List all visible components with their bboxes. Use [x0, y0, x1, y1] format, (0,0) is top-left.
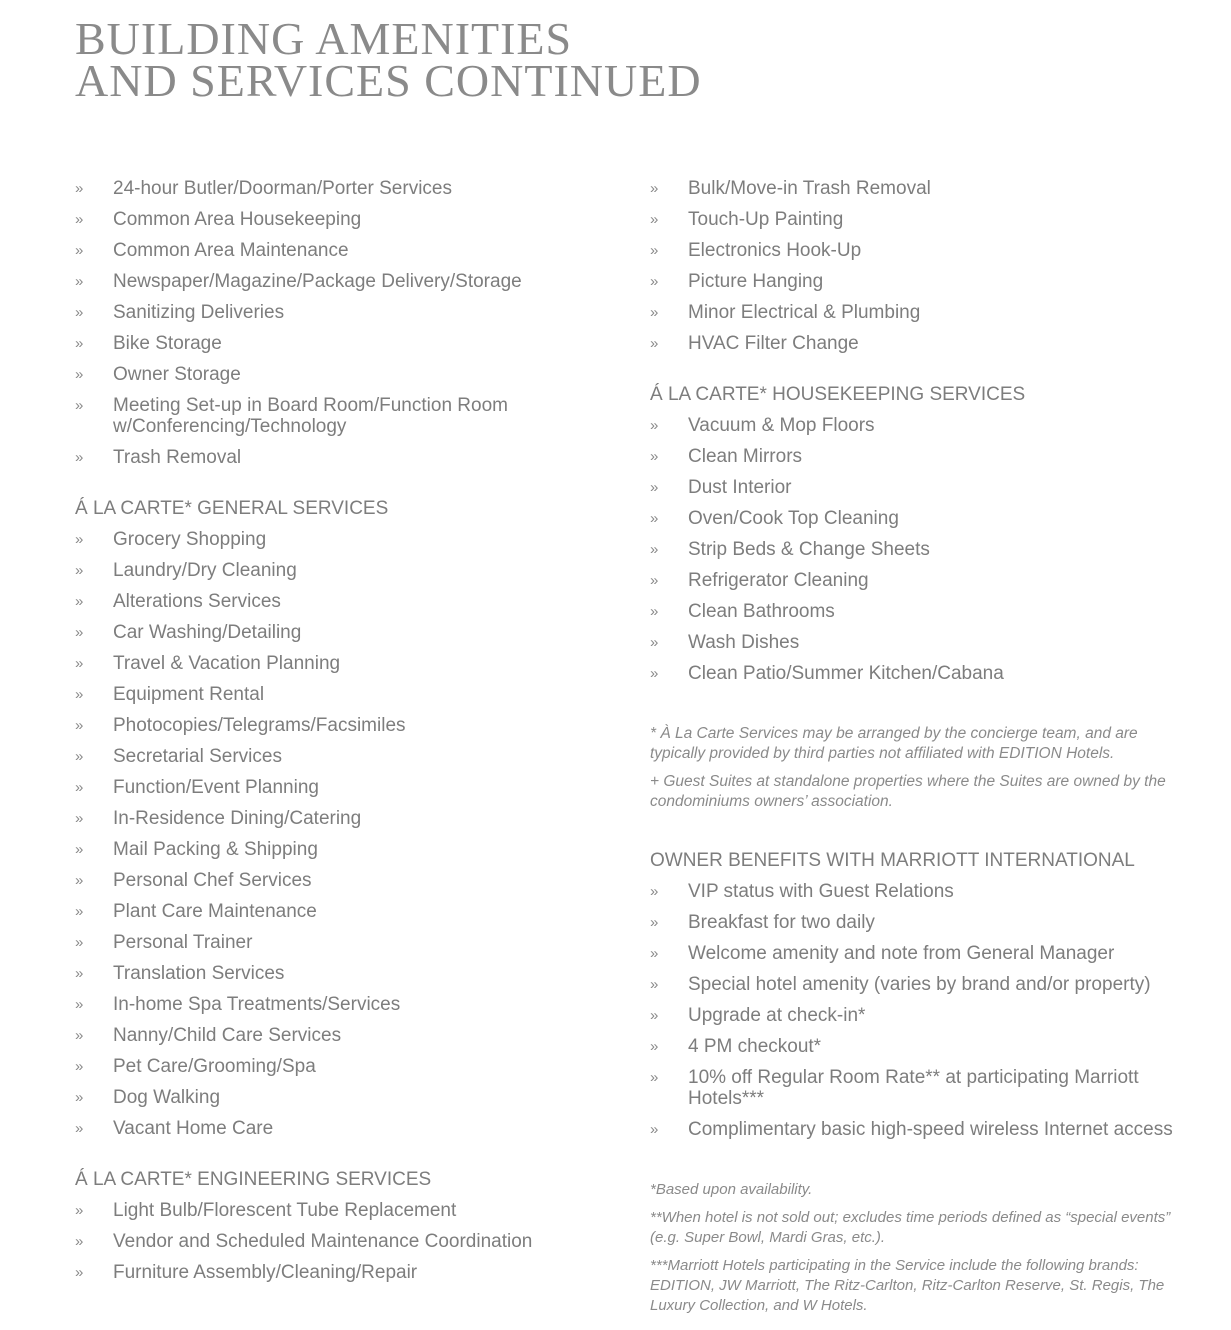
- housekeeping-services-list: [650, 415, 1180, 684]
- list-item: [650, 302, 1180, 323]
- bullet-icon: »: [75, 273, 84, 290]
- list-item: [650, 663, 1180, 684]
- list-item-text: Dust Interior: [688, 477, 792, 498]
- bullet-icon: »: [75, 996, 84, 1013]
- list-item-text: Electronics Hook-Up: [688, 240, 862, 261]
- a-la-carte-note: * À La Carte Services may be arranged by the concierge team, and are typically provided by third parties not affiliated with EDITION Hotels.: [650, 725, 1138, 762]
- list-item: [650, 415, 1180, 436]
- engineering-services-continued-list: [650, 178, 1180, 354]
- page-title: [75, 13, 702, 106]
- list-item-text: Nanny/Child Care Services: [113, 1025, 342, 1046]
- bullet-icon: »: [75, 965, 84, 982]
- bullet-icon: »: [75, 748, 84, 765]
- list-item-text: Refrigerator Cleaning: [688, 570, 869, 591]
- list-item-text: 24-hour Butler/Doorman/Porter Services: [113, 178, 452, 199]
- list-item: [650, 943, 1180, 964]
- sold-out-footnote: **When hotel is not sold out; excludes time periods defined as “special events” (e.g. Super Bowl, Mardi Gras, etc.).: [650, 1209, 1171, 1246]
- list-item-text: Equipment Rental: [113, 684, 265, 705]
- list-item-text: Complimentary basic high-speed wireless Internet access: [688, 1119, 1173, 1140]
- bullet-icon: »: [75, 562, 84, 579]
- participating-brands-footnote: ***Marriott Hotels participating in the Service include the following brands: EDITION, JW Marriott, The Ritz-Carlton, Ritz-Carlton Reserve, St. Regis, The Luxury Collection, and W Hotels.: [650, 1257, 1165, 1314]
- list-item: [75, 622, 575, 643]
- list-item-text: Pet Care/Grooming/Spa: [113, 1056, 316, 1077]
- list-item: [75, 653, 575, 674]
- bullet-icon: »: [650, 1038, 659, 1055]
- list-item: [75, 994, 575, 1015]
- list-item-text: Vacuum & Mop Floors: [688, 415, 875, 436]
- list-item-text: HVAC Filter Change: [688, 333, 859, 354]
- bullet-icon: »: [75, 624, 84, 641]
- list-item: [650, 1067, 1180, 1109]
- list-item-text: Alterations Services: [113, 591, 281, 612]
- list-item: [75, 715, 575, 736]
- list-item-text: Picture Hanging: [688, 271, 824, 292]
- list-item: [75, 1118, 575, 1139]
- bullet-icon: »: [75, 211, 84, 228]
- list-item-text: In-home Spa Treatments/Services: [113, 994, 401, 1015]
- bullet-icon: »: [75, 531, 84, 548]
- list-item: [650, 446, 1180, 467]
- page-title-line-1: BUILDING AMENITIES: [75, 13, 573, 64]
- list-item: [650, 333, 1180, 354]
- bullet-icon: »: [75, 1027, 84, 1044]
- list-item: [650, 601, 1180, 622]
- list-item-text: Breakfast for two daily: [688, 912, 875, 933]
- list-item-text: Car Washing/Detailing: [113, 622, 302, 643]
- list-item-text: Touch-Up Painting: [688, 209, 844, 230]
- general-services-heading: Á LA CARTE* GENERAL SERVICES: [75, 498, 389, 519]
- list-item: [75, 1025, 575, 1046]
- bullet-icon: »: [650, 448, 659, 465]
- list-item: [75, 529, 575, 550]
- list-item: [75, 1200, 575, 1221]
- list-item-text: Clean Mirrors: [688, 446, 803, 467]
- list-item: [75, 932, 575, 953]
- bullet-icon: »: [75, 397, 84, 414]
- bullet-icon: »: [75, 1202, 84, 1219]
- list-item-text: Oven/Cook Top Cleaning: [688, 508, 899, 529]
- list-item: [75, 333, 575, 354]
- owner-benefits-list: [650, 881, 1180, 1140]
- bullet-icon: »: [75, 841, 84, 858]
- list-item: [650, 178, 1180, 199]
- list-item-text: Translation Services: [113, 963, 285, 984]
- list-item-text: Strip Beds & Change Sheets: [688, 539, 930, 560]
- list-item-text: Clean Bathrooms: [688, 601, 835, 622]
- bullet-icon: »: [650, 510, 659, 527]
- bullet-icon: »: [75, 304, 84, 321]
- list-item: [650, 209, 1180, 230]
- list-item: [75, 271, 575, 292]
- bullet-icon: »: [650, 242, 659, 259]
- bullet-icon: »: [75, 1233, 84, 1250]
- bullet-icon: »: [75, 810, 84, 827]
- engineering-services-list: [75, 1200, 575, 1283]
- list-item-text: Special hotel amenity (varies by brand and/or property): [688, 974, 1151, 995]
- bullet-icon: »: [650, 304, 659, 321]
- right-column: [650, 178, 1180, 1324]
- list-item-text: Bulk/Move-in Trash Removal: [688, 178, 931, 199]
- bullet-icon: »: [650, 976, 659, 993]
- list-item: [650, 508, 1180, 529]
- bullet-icon: »: [650, 273, 659, 290]
- bullet-icon: »: [75, 242, 84, 259]
- bullet-icon: »: [75, 366, 84, 383]
- bullet-icon: »: [650, 665, 659, 682]
- bullet-icon: »: [650, 335, 659, 352]
- list-item: [75, 591, 575, 612]
- list-item-text: Mail Packing & Shipping: [113, 839, 318, 860]
- list-item-text: Common Area Maintenance: [113, 240, 349, 261]
- list-item: [650, 1036, 1180, 1057]
- list-item: [650, 974, 1180, 995]
- list-item-text: Plant Care Maintenance: [113, 901, 317, 922]
- list-item: [75, 901, 575, 922]
- list-item-text: Secretarial Services: [113, 746, 282, 767]
- list-item-text: Vacant Home Care: [113, 1118, 274, 1139]
- list-item: [650, 570, 1180, 591]
- list-item: [75, 560, 575, 581]
- list-item-text: Newspaper/Magazine/Package Delivery/Storage: [113, 271, 522, 292]
- list-item-text: Furniture Assembly/Cleaning/Repair: [113, 1262, 418, 1283]
- bullet-icon: »: [650, 541, 659, 558]
- bullet-icon: »: [75, 1089, 84, 1106]
- list-item-text: Grocery Shopping: [113, 529, 267, 550]
- bullet-icon: »: [650, 945, 659, 962]
- bullet-icon: »: [75, 655, 84, 672]
- bullet-icon: »: [75, 717, 84, 734]
- page-title-line-2: AND SERVICES CONTINUED: [75, 55, 702, 106]
- bullet-icon: »: [75, 1120, 84, 1137]
- bullet-icon: »: [75, 593, 84, 610]
- bullet-icon: »: [650, 211, 659, 228]
- list-item: [75, 963, 575, 984]
- list-item: [75, 1231, 575, 1252]
- bullet-icon: »: [75, 872, 84, 889]
- list-item-text: In-Residence Dining/Catering: [113, 808, 362, 829]
- list-item: [650, 240, 1180, 261]
- list-item-text: Personal Chef Services: [113, 870, 312, 891]
- housekeeping-services-heading: Á LA CARTE* HOUSEKEEPING SERVICES: [650, 384, 1026, 405]
- list-item-text: Wash Dishes: [688, 632, 800, 653]
- list-item-text: Clean Patio/Summer Kitchen/Cabana: [688, 663, 1004, 684]
- list-item-text: Owner Storage: [113, 364, 241, 385]
- bullet-icon: »: [650, 634, 659, 651]
- list-item-text: Sanitizing Deliveries: [113, 302, 285, 323]
- list-item-text: Upgrade at check-in*: [688, 1005, 866, 1026]
- list-item: [650, 1119, 1180, 1140]
- list-item: [75, 808, 575, 829]
- list-item-text: Vendor and Scheduled Maintenance Coordination: [113, 1231, 533, 1252]
- list-item-text: Meeting Set-up in Board Room/Function Room w/Conferencing/Technology: [113, 395, 508, 437]
- bullet-icon: »: [75, 1058, 84, 1075]
- bullet-icon: »: [75, 449, 84, 466]
- owner-benefits-heading: OWNER BENEFITS WITH MARRIOTT INTERNATIONAL: [650, 850, 1135, 871]
- list-item: [75, 839, 575, 860]
- bullet-icon: »: [650, 572, 659, 589]
- list-item: [75, 1087, 575, 1108]
- bullet-icon: »: [75, 779, 84, 796]
- list-item-text: 10% off Regular Room Rate** at participating Marriott Hotels***: [688, 1067, 1139, 1109]
- list-item: [75, 302, 575, 323]
- list-item-text: Function/Event Planning: [113, 777, 319, 798]
- left-column: [75, 178, 575, 1293]
- list-item-text: VIP status with Guest Relations: [688, 881, 954, 902]
- bullet-icon: »: [650, 914, 659, 931]
- list-item-text: Photocopies/Telegrams/Facsimiles: [113, 715, 406, 736]
- bullet-icon: »: [75, 903, 84, 920]
- bullet-icon: »: [650, 883, 659, 900]
- list-item: [75, 777, 575, 798]
- bullet-icon: »: [75, 934, 84, 951]
- list-item: [75, 178, 575, 199]
- bullet-icon: »: [75, 686, 84, 703]
- list-item-text: Minor Electrical & Plumbing: [688, 302, 921, 323]
- availability-footnote: *Based upon availability.: [650, 1181, 813, 1198]
- list-item: [75, 1056, 575, 1077]
- list-item-text: Common Area Housekeeping: [113, 209, 362, 230]
- list-item-text: Welcome amenity and note from General Manager: [688, 943, 1115, 964]
- list-item-text: Trash Removal: [113, 447, 242, 468]
- list-item: [75, 684, 575, 705]
- list-item: [75, 870, 575, 891]
- bullet-icon: »: [650, 417, 659, 434]
- guest-suites-note: + Guest Suites at standalone properties where the Suites are owned by the condominiums owners’ association.: [650, 773, 1166, 810]
- bullet-icon: »: [650, 1121, 659, 1138]
- list-item: [650, 477, 1180, 498]
- list-item: [75, 1262, 575, 1283]
- list-item: [650, 912, 1180, 933]
- list-item: [650, 632, 1180, 653]
- list-item: [650, 881, 1180, 902]
- list-item-text: Laundry/Dry Cleaning: [113, 560, 297, 581]
- list-item-text: Dog Walking: [113, 1087, 221, 1108]
- bullet-icon: »: [650, 1069, 659, 1086]
- bullet-icon: »: [650, 603, 659, 620]
- list-item-text: Personal Trainer: [113, 932, 253, 953]
- list-item: [75, 240, 575, 261]
- bullet-icon: »: [650, 180, 659, 197]
- list-item: [75, 395, 575, 437]
- list-item-text: 4 PM checkout*: [688, 1036, 822, 1057]
- list-item: [650, 539, 1180, 560]
- engineering-services-heading: Á LA CARTE* ENGINEERING SERVICES: [75, 1169, 432, 1190]
- bullet-icon: »: [650, 1007, 659, 1024]
- list-item-text: Travel & Vacation Planning: [113, 653, 341, 674]
- list-item: [75, 447, 575, 468]
- bullet-icon: »: [75, 180, 84, 197]
- bullet-icon: »: [75, 335, 84, 352]
- list-item: [75, 364, 575, 385]
- bullet-icon: »: [650, 479, 659, 496]
- list-item: [650, 271, 1180, 292]
- general-services-list: [75, 529, 575, 1139]
- list-item-text: Bike Storage: [113, 333, 222, 354]
- bullet-icon: »: [75, 1264, 84, 1281]
- list-item-text: Light Bulb/Florescent Tube Replacement: [113, 1200, 457, 1221]
- list-item: [75, 746, 575, 767]
- building-amenities-list: [75, 178, 575, 468]
- list-item: [650, 1005, 1180, 1026]
- list-item: [75, 209, 575, 230]
